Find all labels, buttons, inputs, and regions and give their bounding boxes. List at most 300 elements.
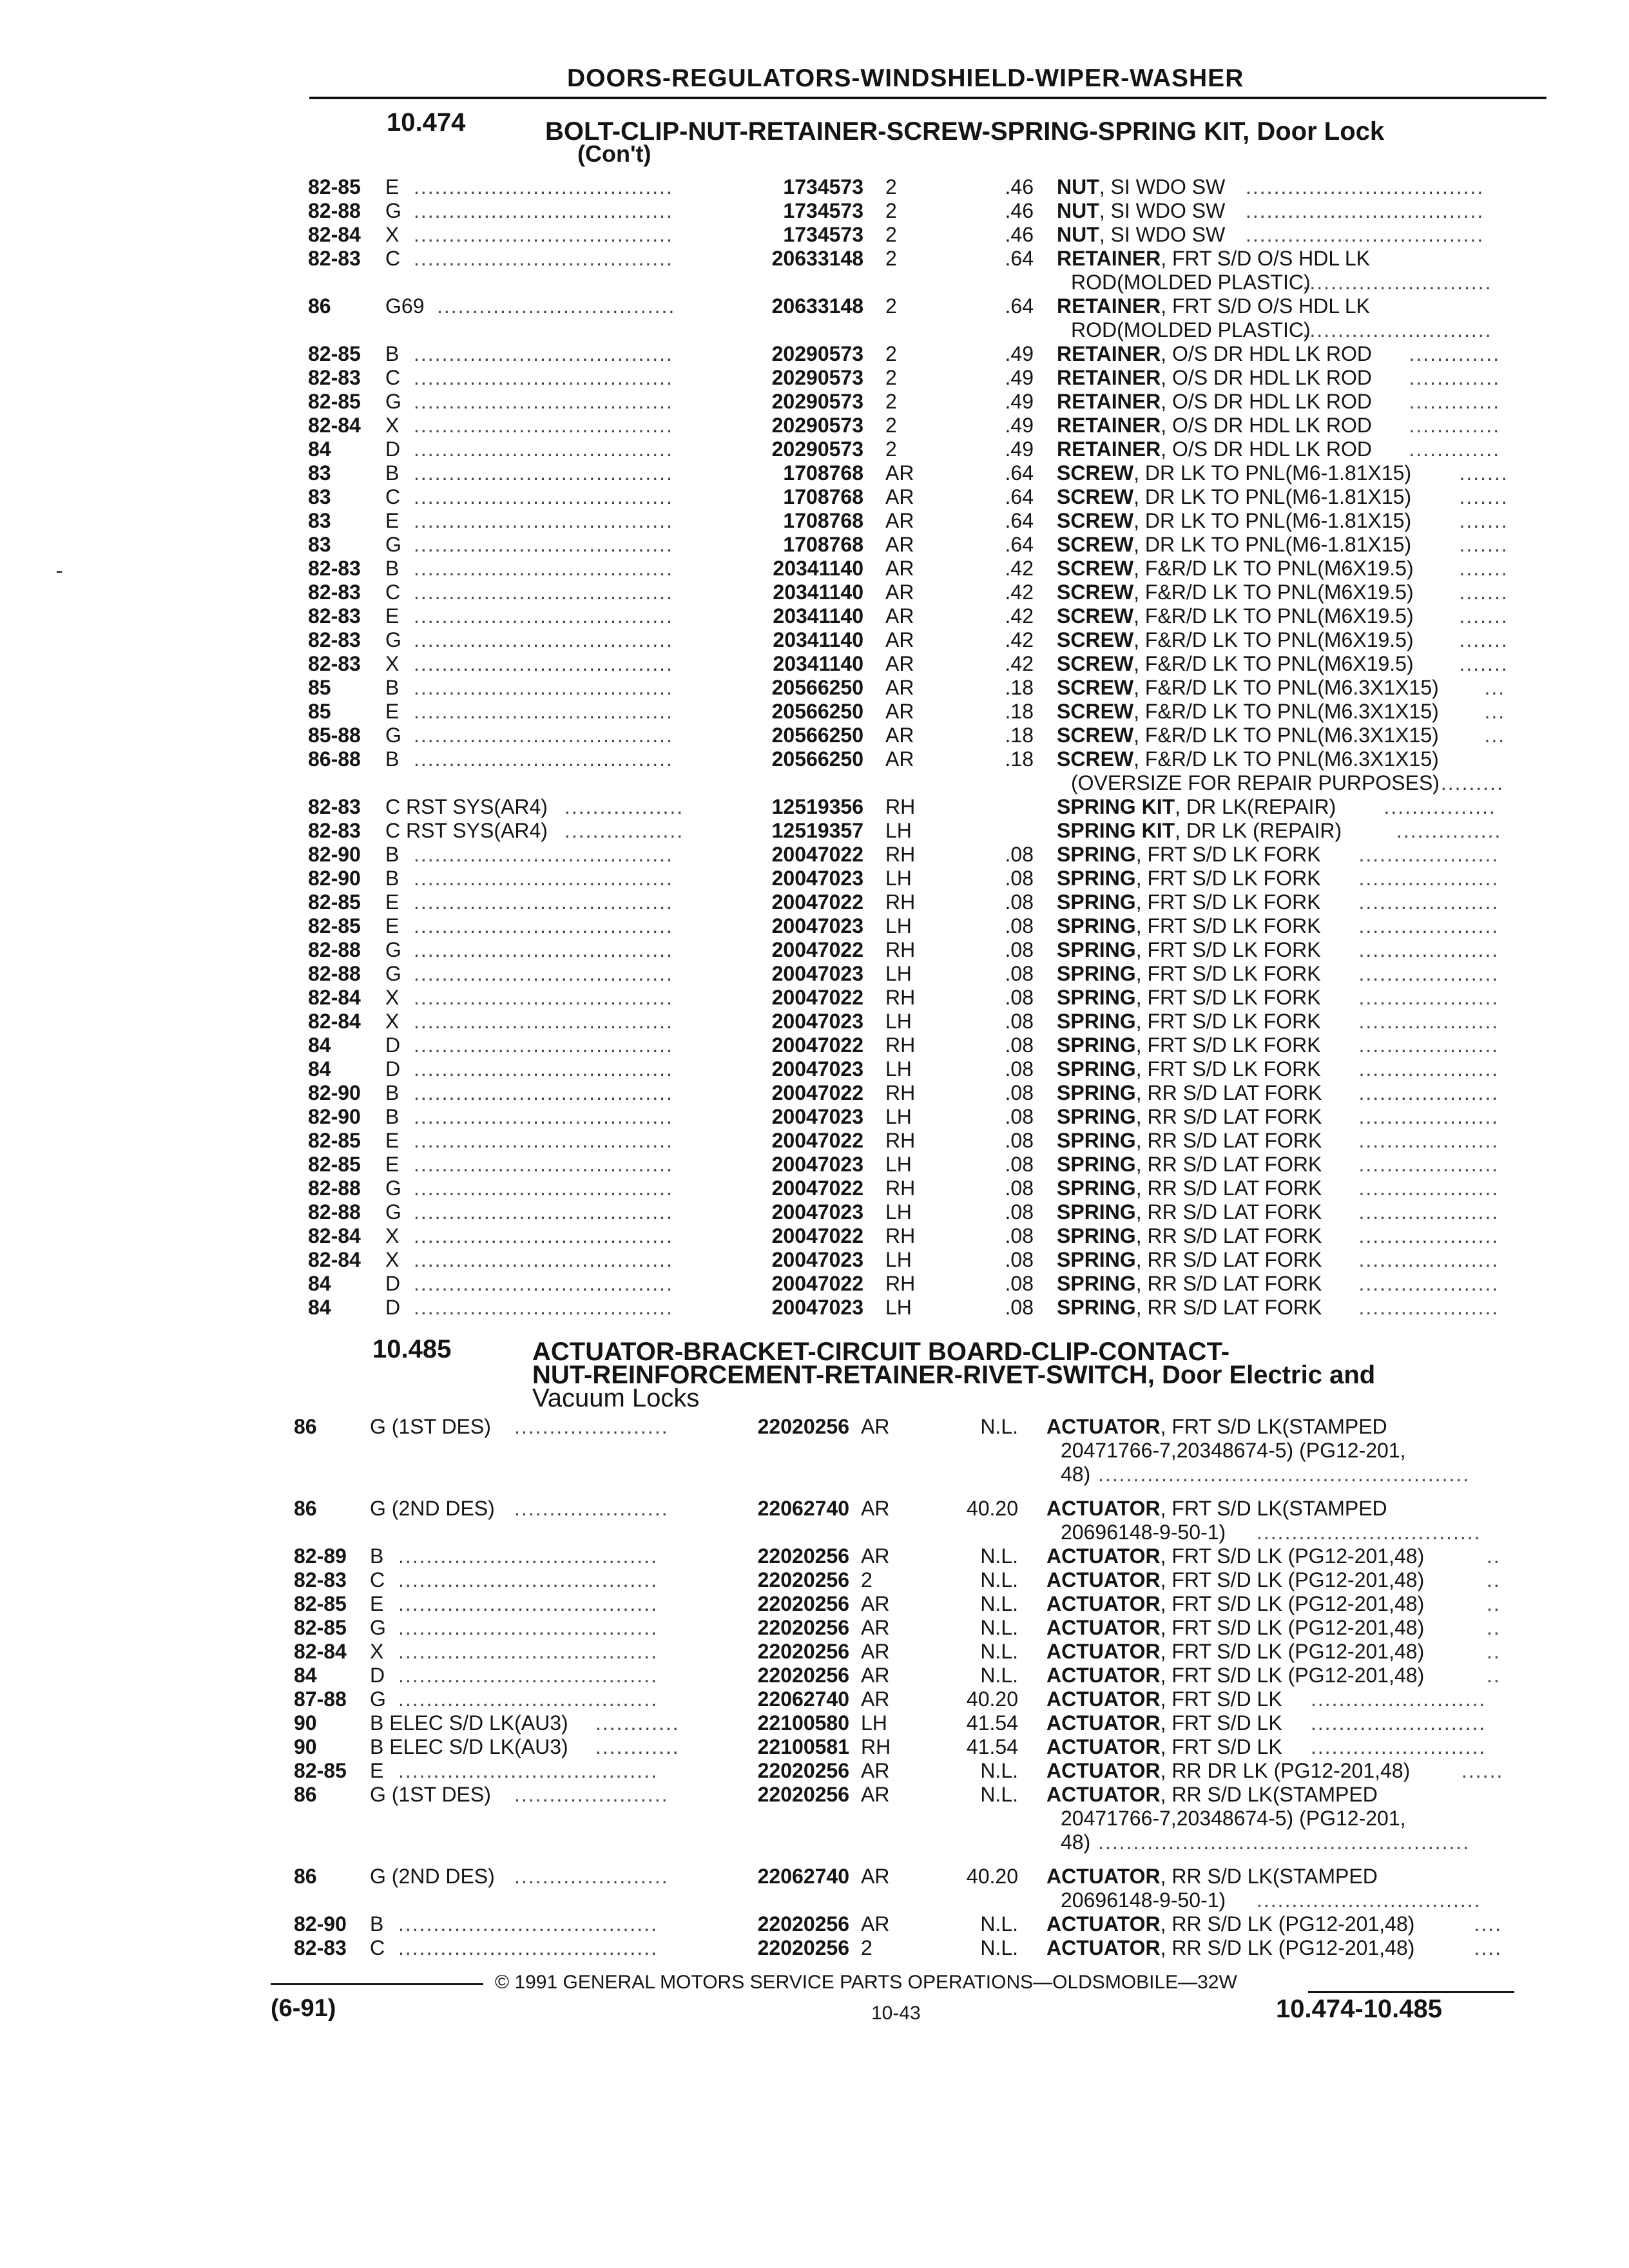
leader-dots: .....................................: [414, 676, 673, 699]
price: .08: [1005, 962, 1034, 985]
model-year: 82-89: [294, 1544, 347, 1568]
leader-dots: ................: [1383, 795, 1496, 818]
price: .46: [1005, 199, 1034, 222]
description-continued: 20696148-9-50-1): [1061, 1521, 1226, 1544]
model-year: 84: [308, 437, 331, 461]
quantity: AR: [885, 652, 914, 675]
description: ACTUATOR, FRT S/D LK (PG12-201,48): [1046, 1592, 1425, 1615]
model-code: G: [385, 533, 401, 556]
description-continued: 20471766-7,20348674-5) (PG12-201,: [1061, 1807, 1406, 1830]
part-number: 20047023: [771, 962, 863, 985]
model-year: 82-90: [294, 1912, 347, 1936]
part-number: 22020256: [757, 1783, 849, 1806]
model-year: 83: [308, 533, 331, 556]
leader-dots: .....................................: [414, 414, 673, 437]
leader-dots: ...........................: [1302, 271, 1492, 294]
quantity: RH: [885, 1033, 916, 1057]
model-year: 84: [294, 1664, 317, 1687]
model-year: 82-88: [308, 938, 361, 961]
table-row: [0, 1912, 1629, 1936]
quantity: AR: [861, 1865, 890, 1888]
table-row: [0, 1177, 1629, 1200]
quantity: AR: [885, 557, 914, 580]
part-number: 20290573: [771, 390, 863, 413]
quantity: LH: [885, 1153, 912, 1176]
part-number: 20047022: [771, 1224, 863, 1247]
leader-dots: .....................................: [414, 1177, 673, 1200]
table-row: [0, 1544, 1629, 1568]
leader-dots: .....................................: [414, 1272, 673, 1295]
model-code: C: [385, 366, 401, 389]
part-number: 20047023: [771, 1296, 863, 1319]
leader-dots: ......................: [514, 1415, 669, 1438]
model-code: C: [385, 581, 401, 604]
table-row: [0, 175, 1629, 199]
part-number: 20566250: [771, 676, 863, 699]
part-number: 22020256: [757, 1936, 849, 1959]
model-year: 82-83: [308, 247, 361, 270]
part-number: 22020256: [757, 1568, 849, 1591]
description: SPRING, RR S/D LAT FORK: [1057, 1224, 1322, 1247]
leader-dots: .....................................: [414, 700, 673, 723]
part-number: 20047023: [771, 1200, 863, 1224]
model-year: 86: [294, 1415, 317, 1438]
price: .18: [1005, 676, 1034, 699]
quantity: AR: [885, 533, 914, 556]
leader-dots: .....................................: [414, 1200, 673, 1224]
quantity: AR: [861, 1783, 890, 1806]
table-row: [0, 1057, 1629, 1081]
model-year: 82-85: [308, 175, 361, 198]
table-row: [0, 1081, 1629, 1105]
model-year: 82-83: [308, 557, 361, 580]
price: .64: [1005, 533, 1034, 556]
description: SCREW, F&R/D LK TO PNL(M6X19.5): [1057, 628, 1414, 651]
leader-dots: ....................: [1358, 1033, 1499, 1057]
description: ACTUATOR, RR S/D LK (PG12-201,48): [1046, 1936, 1415, 1959]
model-code: E: [385, 509, 400, 532]
quantity: AR: [885, 509, 914, 532]
leader-dots: .........................: [1311, 1687, 1487, 1711]
leader-dots: .................: [564, 819, 684, 842]
model-code: E: [385, 604, 400, 628]
model-code: G: [370, 1687, 386, 1711]
quantity: AR: [861, 1912, 890, 1936]
table-row: [0, 1200, 1629, 1224]
price: .42: [1005, 604, 1034, 628]
quantity: LH: [861, 1711, 887, 1735]
leader-dots: .......: [1459, 533, 1509, 556]
model-code: C RST SYS(AR4): [385, 819, 548, 842]
price: N.L.: [980, 1568, 1018, 1591]
quantity: 2: [885, 175, 897, 198]
price: .08: [1005, 1248, 1034, 1271]
description: ACTUATOR, RR S/D LK (PG12-201,48): [1046, 1912, 1415, 1936]
price: .49: [1005, 342, 1034, 365]
table-row: [0, 1010, 1629, 1033]
leader-dots: .....................................: [414, 199, 673, 222]
leader-dots: .....................................: [414, 1296, 673, 1319]
leader-dots: ..: [1487, 1592, 1501, 1615]
part-number: 22020256: [757, 1415, 849, 1438]
part-number: 20341140: [773, 652, 863, 675]
leader-dots: ....................: [1358, 1010, 1499, 1033]
description: SPRING, FRT S/D LK FORK: [1057, 1010, 1321, 1033]
description: SCREW, DR LK TO PNL(M6-1.81X15): [1057, 485, 1412, 508]
price: .64: [1005, 485, 1034, 508]
description: SPRING, RR S/D LAT FORK: [1057, 1177, 1322, 1200]
table-row: [0, 795, 1629, 819]
section-title: BOLT-CLIP-NUT-RETAINER-SCREW-SPRING-SPRING KIT, Door Lock: [545, 117, 1385, 146]
leader-dots: .......: [1459, 604, 1509, 628]
leader-dots: .....................................: [414, 986, 673, 1009]
description: SPRING, RR S/D LAT FORK: [1057, 1248, 1322, 1271]
quantity: RH: [885, 1224, 916, 1247]
section-range: 10.474-10.485: [1276, 1995, 1443, 2023]
page-header: [309, 3, 1547, 98]
table-row: [0, 1033, 1629, 1057]
description-continued: (OVERSIZE FOR REPAIR PURPOSES): [1071, 771, 1440, 794]
description: NUT, SI WDO SW: [1057, 175, 1226, 198]
quantity: 2: [885, 223, 897, 246]
table-row: [0, 437, 1629, 461]
model-year: 82-85: [308, 390, 361, 413]
quantity: AR: [885, 461, 914, 485]
model-code: B: [385, 1105, 400, 1128]
quantity: RH: [885, 890, 916, 914]
leader-dots: .............: [1409, 342, 1501, 365]
price: .08: [1005, 914, 1034, 937]
header-rule: [309, 97, 1547, 99]
description: SPRING, FRT S/D LK FORK: [1057, 938, 1321, 961]
model-code: B: [385, 557, 400, 580]
table-row: [0, 1272, 1629, 1296]
part-number: 20633148: [771, 247, 863, 270]
leader-dots: ..: [1487, 1664, 1501, 1687]
part-number: 20047023: [771, 867, 863, 890]
price: .08: [1005, 1081, 1034, 1104]
model-code: C: [370, 1936, 385, 1959]
model-code: C: [385, 247, 401, 270]
model-code: G: [385, 724, 401, 747]
table-row: [0, 366, 1629, 390]
model-code: E: [370, 1592, 384, 1615]
model-year: 82-83: [308, 652, 361, 675]
leader-dots: .....................................: [414, 223, 673, 246]
leader-dots: .............: [1409, 390, 1501, 413]
price: .64: [1005, 509, 1034, 532]
leader-dots: .....................................: [414, 581, 673, 604]
description: SCREW, DR LK TO PNL(M6-1.81X15): [1057, 533, 1412, 556]
description: ACTUATOR, FRT S/D LK(STAMPED: [1046, 1497, 1387, 1520]
price: 41.54: [966, 1711, 1018, 1735]
quantity: AR: [861, 1759, 890, 1782]
description: SCREW, F&R/D LK TO PNL(M6.3X1X15): [1057, 747, 1439, 771]
table-row: [0, 1592, 1629, 1616]
quantity: AR: [861, 1592, 890, 1615]
leader-dots: .......: [1459, 509, 1509, 532]
model-code: G69: [385, 294, 425, 318]
leader-dots: ......................: [514, 1783, 669, 1806]
leader-dots: .....................................: [414, 1248, 673, 1271]
leader-dots: ....................: [1358, 1105, 1499, 1128]
quantity: 2: [885, 437, 897, 461]
leader-dots: ....................: [1358, 1224, 1499, 1247]
leader-dots: ....: [1474, 1936, 1503, 1959]
model-code: G (1ST DES): [370, 1783, 491, 1806]
model-year: 84: [308, 1272, 331, 1295]
price: .49: [1005, 390, 1034, 413]
price: .64: [1005, 247, 1034, 270]
section-title-continued: (Con't): [577, 140, 651, 167]
part-number: 20047023: [771, 1057, 863, 1081]
quantity: 2: [861, 1936, 872, 1959]
part-number: 20047022: [771, 1081, 863, 1104]
part-number: 1708768: [783, 533, 863, 556]
model-year: 86: [308, 294, 331, 318]
price: .08: [1005, 1224, 1034, 1247]
model-code: D: [385, 437, 401, 461]
quantity: RH: [885, 938, 916, 961]
description-continued: 20471766-7,20348674-5) (PG12-201,: [1061, 1439, 1406, 1462]
part-number: 20290573: [771, 414, 863, 437]
leader-dots: ....................: [1358, 890, 1499, 914]
leader-dots: .....................................: [414, 509, 673, 532]
price: .08: [1005, 1033, 1034, 1057]
table-row: [0, 485, 1629, 509]
part-number: 20290573: [771, 342, 863, 365]
leader-dots: .....................................: [414, 342, 673, 365]
footer-rule-left: [271, 1983, 483, 1985]
model-code: X: [385, 652, 400, 675]
leader-dots: ....................: [1358, 1200, 1499, 1224]
quantity: 2: [861, 1568, 872, 1591]
leader-dots: ............: [595, 1711, 680, 1735]
model-code: X: [385, 1010, 400, 1033]
part-number: 22062740: [757, 1865, 849, 1888]
model-code: E: [385, 175, 400, 198]
leader-dots: .....................................: [398, 1936, 658, 1959]
leader-dots: .....................................: [414, 1081, 673, 1104]
model-code: E: [385, 1153, 400, 1176]
model-code: B ELEC S/D LK(AU3): [370, 1735, 568, 1758]
part-number: 20341140: [773, 581, 863, 604]
leader-dots: ....................: [1358, 1153, 1499, 1176]
description: SCREW, F&R/D LK TO PNL(M6X19.5): [1057, 581, 1414, 604]
model-year: 82-83: [308, 604, 361, 628]
price: .08: [1005, 1129, 1034, 1152]
leader-dots: .....................................: [414, 962, 673, 985]
stray-mark: [57, 571, 62, 573]
leader-dots: .............: [1409, 437, 1501, 461]
price: .18: [1005, 700, 1034, 723]
model-year: 86: [294, 1497, 317, 1520]
model-year: 82-90: [308, 867, 361, 890]
table-row: [0, 294, 1629, 318]
leader-dots: .....................................: [414, 461, 673, 485]
description: ACTUATOR, RR S/D LK(STAMPED: [1046, 1865, 1378, 1888]
leader-dots: ....................: [1358, 986, 1499, 1009]
model-code: X: [385, 223, 400, 246]
leader-dots: ....................: [1358, 1296, 1499, 1319]
description: ACTUATOR, FRT S/D LK (PG12-201,48): [1046, 1616, 1425, 1639]
quantity: LH: [885, 1296, 912, 1319]
price: N.L.: [980, 1592, 1018, 1615]
description: SPRING, RR S/D LAT FORK: [1057, 1272, 1322, 1295]
quantity: 2: [885, 199, 897, 222]
leader-dots: .........................: [1311, 1711, 1487, 1735]
table-row: [0, 1640, 1629, 1664]
copyright-notice: © 1991 GENERAL MOTORS SERVICE PARTS OPERATIONS—OLDSMOBILE—32W: [495, 1972, 1237, 1993]
table-row: [0, 962, 1629, 986]
part-number: 22020256: [757, 1912, 849, 1936]
table-row: [0, 843, 1629, 867]
price: N.L.: [980, 1912, 1018, 1936]
part-number: 1708768: [783, 461, 863, 485]
leader-dots: .......: [1459, 652, 1509, 675]
price: .49: [1005, 437, 1034, 461]
leader-dots: .......: [1459, 557, 1509, 580]
table-row: [0, 652, 1629, 676]
page-footer: [0, 1972, 1629, 2075]
part-number: 22020256: [757, 1640, 849, 1663]
model-year: 82-84: [294, 1640, 347, 1663]
price: N.L.: [980, 1544, 1018, 1568]
leader-dots: .....................................: [414, 724, 673, 747]
leader-dots: ......: [1461, 1759, 1504, 1782]
table-row: [0, 1415, 1629, 1439]
leader-dots: ....................: [1358, 1272, 1499, 1295]
leader-dots: ...........................: [1302, 318, 1492, 341]
table-row: [0, 890, 1629, 914]
model-code: X: [385, 414, 400, 437]
quantity: AR: [861, 1616, 890, 1639]
description: SPRING, FRT S/D LK FORK: [1057, 867, 1321, 890]
model-code: D: [385, 1296, 401, 1319]
section-title-line3: Vacuum Locks: [532, 1384, 700, 1412]
leader-dots: ....................: [1358, 1177, 1499, 1200]
leader-dots: .....................................: [414, 890, 673, 914]
price: 40.20: [966, 1687, 1018, 1711]
leader-dots: .....................................: [398, 1912, 658, 1936]
leader-dots: .......: [1459, 581, 1509, 604]
leader-dots: .....................................: [414, 1010, 673, 1033]
part-number: 22062740: [757, 1497, 849, 1520]
leader-dots: ...: [1484, 724, 1506, 747]
price: .64: [1005, 461, 1034, 485]
table-row: [0, 1687, 1629, 1711]
section-title-line2: NUT-REINFORCEMENT-RETAINER-RIVET-SWITCH, Door Electric and: [532, 1361, 1376, 1389]
model-code: G (1ST DES): [370, 1415, 491, 1438]
leader-dots: ..: [1487, 1616, 1501, 1639]
price: .42: [1005, 581, 1034, 604]
model-year: 84: [308, 1057, 331, 1081]
price: .42: [1005, 628, 1034, 651]
model-code: E: [385, 914, 400, 937]
model-year: 82-84: [308, 1010, 361, 1033]
leader-dots: ...: [1484, 700, 1506, 723]
description-continued: 48): [1061, 1831, 1091, 1854]
price: .08: [1005, 1200, 1034, 1224]
leader-dots: ......................: [514, 1497, 669, 1520]
leader-dots: .....................................: [398, 1592, 658, 1615]
leader-dots: .....................................: [414, 604, 673, 628]
part-number: 20047022: [771, 1129, 863, 1152]
part-number: 22020256: [757, 1616, 849, 1639]
price: .08: [1005, 843, 1034, 866]
price: .08: [1005, 890, 1034, 914]
quantity: RH: [885, 986, 916, 1009]
part-number: 20047023: [771, 1153, 863, 1176]
model-year: 82-88: [308, 962, 361, 985]
price: 41.54: [966, 1735, 1018, 1758]
quantity: 2: [885, 414, 897, 437]
part-number: 12519356: [771, 795, 863, 818]
leader-dots: ............: [595, 1735, 680, 1758]
table-row: [0, 342, 1629, 366]
description: SPRING, RR S/D LAT FORK: [1057, 1153, 1322, 1176]
model-year: 87-88: [294, 1687, 347, 1711]
model-year: 82-84: [308, 1248, 361, 1271]
model-year: 82-88: [308, 1200, 361, 1224]
description: SPRING, FRT S/D LK FORK: [1057, 843, 1321, 866]
section-number: 10.474: [387, 108, 466, 137]
description: SPRING, FRT S/D LK FORK: [1057, 890, 1321, 914]
part-number: 20047022: [771, 843, 863, 866]
quantity: AR: [885, 747, 914, 771]
model-year: 82-83: [308, 795, 361, 818]
model-year: 82-85: [308, 342, 361, 365]
part-number: 20633148: [771, 294, 863, 318]
section-number: 10.485: [372, 1335, 452, 1363]
leader-dots: .....................................: [414, 914, 673, 937]
description: ACTUATOR, RR DR LK (PG12-201,48): [1046, 1759, 1411, 1782]
part-number: 22100581: [757, 1735, 849, 1758]
description: SPRING, FRT S/D LK FORK: [1057, 986, 1321, 1009]
leader-dots: .................: [564, 795, 684, 818]
leader-dots: ....................: [1358, 1057, 1499, 1081]
model-year: 82-84: [308, 414, 361, 437]
model-year: 82-90: [308, 1105, 361, 1128]
description: SPRING KIT, DR LK (REPAIR): [1057, 819, 1342, 842]
model-year: 90: [294, 1711, 317, 1735]
leader-dots: .....................................: [414, 747, 673, 771]
quantity: 2: [885, 366, 897, 389]
model-year: 85: [308, 700, 331, 723]
model-code: B: [385, 1081, 400, 1104]
model-code: B: [370, 1544, 384, 1568]
leader-dots: .....................................: [398, 1640, 658, 1663]
model-year: 82-90: [308, 1081, 361, 1104]
quantity: 2: [885, 294, 897, 318]
price: .08: [1005, 1177, 1034, 1200]
model-code: G: [385, 1200, 401, 1224]
part-number: 20047023: [771, 1248, 863, 1271]
quantity: LH: [885, 1057, 912, 1081]
quantity: AR: [861, 1687, 890, 1711]
leader-dots: .....................................: [414, 1129, 673, 1152]
table-row: [0, 557, 1629, 581]
leader-dots: .....................................: [414, 175, 673, 198]
table-row: [0, 1936, 1629, 1960]
model-code: E: [385, 890, 400, 914]
leader-dots: ..................................: [1246, 223, 1485, 246]
table-row: [0, 676, 1629, 700]
quantity: RH: [885, 795, 916, 818]
description-continued: ROD(MOLDED PLASTIC): [1071, 271, 1311, 294]
description: RETAINER, FRT S/D O/S HDL LK: [1057, 294, 1371, 318]
model-year: 82-84: [308, 223, 361, 246]
